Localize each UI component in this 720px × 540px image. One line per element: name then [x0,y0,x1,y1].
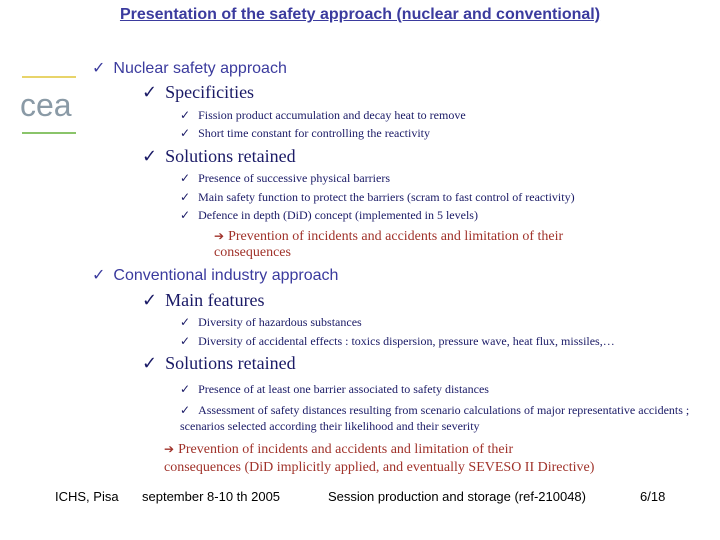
list-item [180,208,478,223]
check-icon: ✓ [180,208,191,222]
check-icon: ✓ [180,382,191,396]
conventional-conclusion-line2: consequences (DiD implicitly applied, and eventually SEVESO II Directive) [164,460,595,475]
list-item-text: Assessment of safety distances resulting from scenario calculations of major representative accidents ; scenarios selected according their likelihood and their severity [180,403,690,433]
conventional-heading [92,265,338,285]
check-icon: ✓ [180,190,191,204]
list-item [180,382,489,397]
specificities-heading-text: Specificities [165,82,255,102]
list-item [180,171,390,186]
conventional-solutions-heading [142,353,296,374]
footer-date: september 8-10 th 2005 [142,489,281,504]
check-icon: ✓ [180,171,191,185]
check-icon: ✓ [180,315,191,329]
list-item [180,108,466,123]
logo-top-line [22,76,76,78]
list-item-text: Fission product accumulation and decay heat to remove [198,108,466,122]
list-item [180,334,615,349]
check-icon: ✓ [92,265,106,284]
page-number: 6/18 [640,489,666,504]
list-item [180,402,695,434]
list-item-text: Main safety function to protect the barriers (scram to fast control of reactivity) [198,190,575,204]
arrow-right-icon: ➔ [214,229,225,243]
check-icon: ✓ [180,334,191,348]
list-item-text: Diversity of accidental effects : toxics dispersion, pressure wave, heat flux, missiles,… [198,334,615,348]
slide-title: Presentation of the safety approach (nuclear and conventional) [119,6,601,23]
list-item-text: Short time constant for controlling the reactivity [198,126,431,140]
specificities-heading [142,82,254,103]
conventional-conclusion [164,440,684,477]
arrow-right-icon: ➔ [164,442,175,456]
conventional-solutions-heading-text: Solutions retained [165,353,296,373]
list-item-text: Diversity of hazardous substances [198,315,362,329]
list-item [180,126,430,141]
list-item-text: Presence of successive physical barriers [198,171,390,185]
conventional-conclusion-line1: Prevention of incidents and accidents and limitation of their [178,442,514,457]
check-icon: ✓ [142,146,158,167]
cea-logo-icon [18,84,82,128]
nuclear-conclusion [214,228,634,261]
nuclear-solutions-heading [142,146,296,167]
conventional-heading-text: Conventional industry approach [113,267,339,284]
nuclear-heading [92,58,287,78]
nuclear-solutions-heading-text: Solutions retained [165,146,296,166]
nuclear-heading-text: Nuclear safety approach [113,60,287,77]
svg-text:cea: cea [20,87,72,123]
check-icon: ✓ [142,353,158,374]
main-features-heading [142,290,265,311]
list-item [180,190,575,205]
footer-session: Session production and storage (ref-210048) [328,489,586,504]
check-icon: ✓ [180,403,191,417]
check-icon: ✓ [142,290,158,311]
check-icon: ✓ [180,126,191,140]
check-icon: ✓ [180,108,191,122]
main-features-heading-text: Main features [165,290,265,310]
list-item-text: Defence in depth (DiD) concept (implemented in 5 levels) [198,208,478,222]
list-item [180,315,362,330]
check-icon: ✓ [142,82,158,103]
list-item-text: Presence of at least one barrier associated to safety distances [198,382,489,396]
nuclear-conclusion-text: Prevention of incidents and accidents and limitation of their consequences [214,229,564,260]
footer-venue: ICHS, Pisa [55,489,119,504]
logo-bottom-line [22,132,76,134]
check-icon: ✓ [92,58,106,77]
